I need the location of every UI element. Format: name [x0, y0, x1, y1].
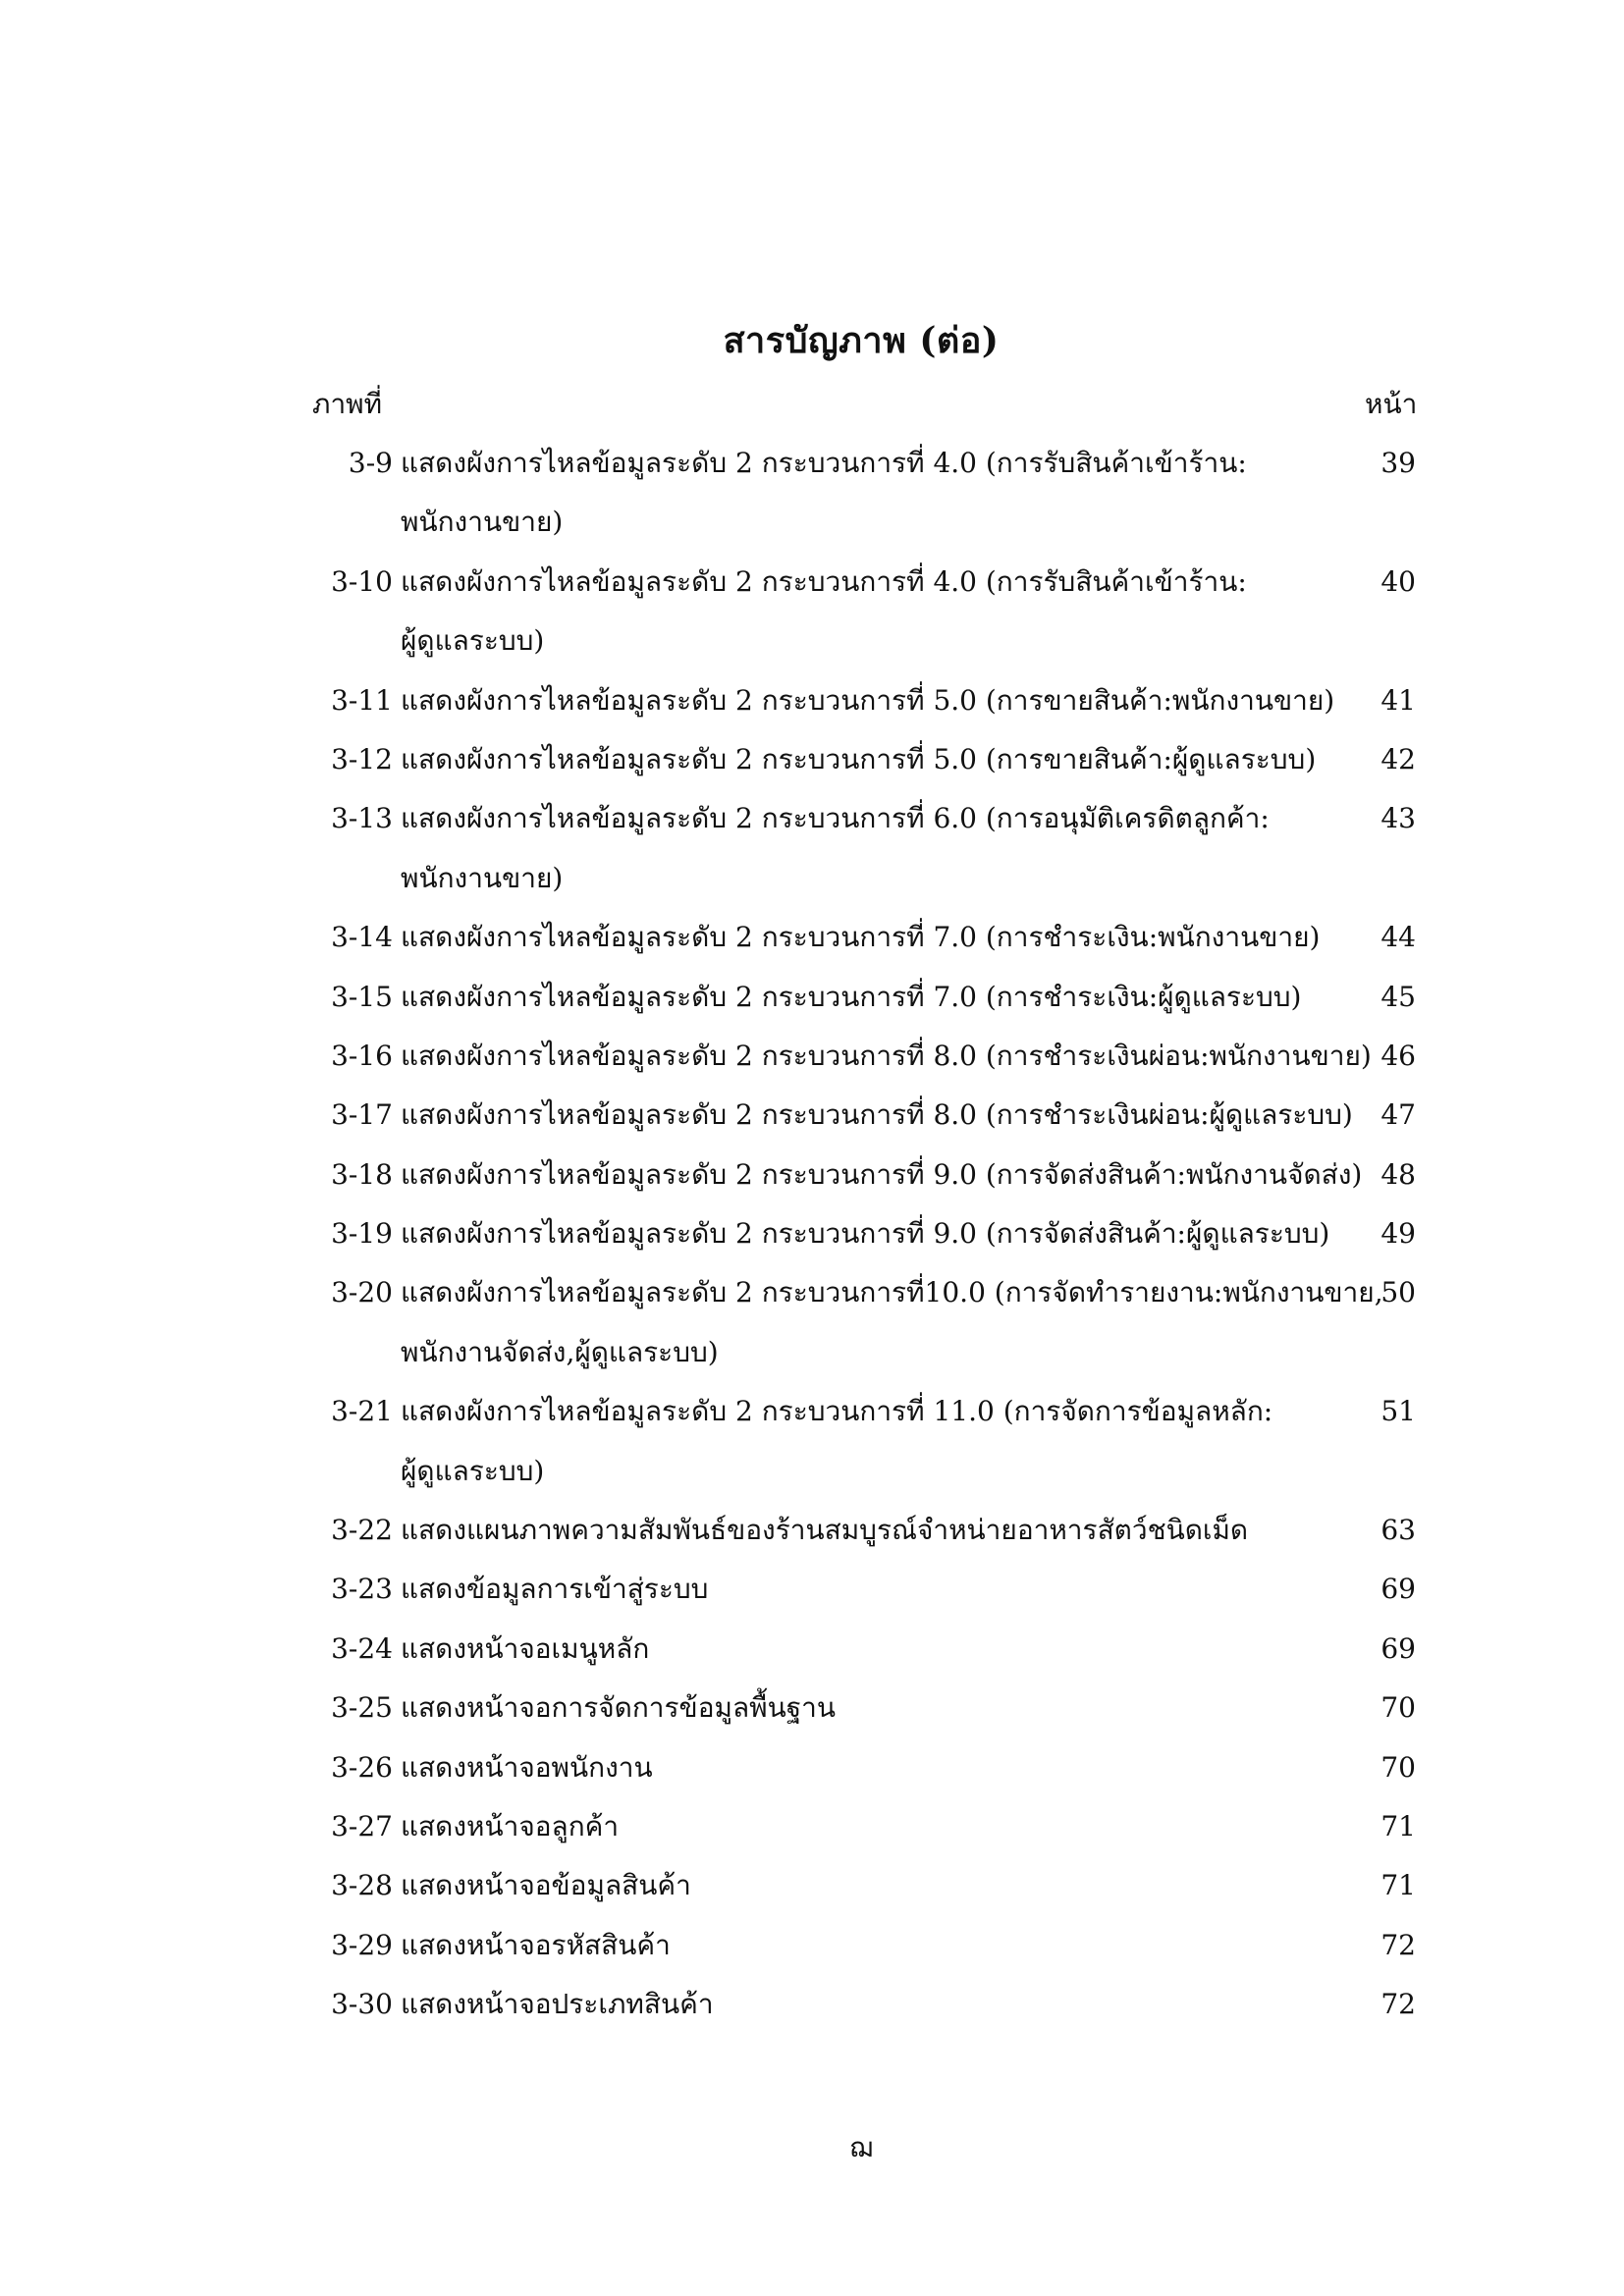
entry-line [0, 1505, 1624, 1564]
figure-page-number: 47 [1380, 1098, 1416, 1132]
figure-number: 3-16 [331, 1039, 393, 1072]
figure-caption: แสดงผังการไหลข้อมูลระดับ 2 กระบวนการที่ 5.0 (การขายสินค้า:ผู้ดูแลระบบ) [401, 742, 1317, 775]
entry-line [0, 1386, 1624, 1445]
figure-number: 3-21 [331, 1395, 393, 1428]
entry-line [0, 1564, 1624, 1623]
figure-page-number: 69 [1380, 1573, 1416, 1606]
figure-caption: พนักงานขาย) [401, 506, 564, 539]
entry-line [0, 912, 1624, 971]
entry-line [0, 1031, 1624, 1090]
figure-caption: แสดงหน้าจอประเภทสินค้า [401, 1988, 714, 2021]
figure-number: 3-30 [331, 1988, 393, 2021]
figure-entry [0, 1031, 1624, 1090]
figure-page-number: 43 [1380, 802, 1416, 835]
figure-caption: แสดงผังการไหลข้อมูลระดับ 2 กระบวนการที่ 11.0 (การจัดการข้อมูลหลัก: [401, 1395, 1273, 1428]
figure-entry [0, 793, 1624, 912]
figure-number: 3-9 [348, 447, 393, 479]
figure-page-number: 71 [1380, 1869, 1416, 1902]
figure-page-number: 42 [1380, 742, 1416, 775]
figure-entry [0, 972, 1624, 1031]
figure-caption: แสดงผังการไหลข้อมูลระดับ 2 กระบวนการที่ 9.0 (การจัดส่งสินค้า:พนักงานจัดส่ง) [401, 1157, 1363, 1191]
entry-line [0, 1208, 1624, 1267]
figure-caption: แสดงหน้าจอพนักงาน [401, 1750, 653, 1784]
entry-continuation-line [0, 1446, 1624, 1505]
figure-page-number: 69 [1380, 1631, 1416, 1665]
entry-continuation-line [0, 1327, 1624, 1386]
figure-page-number: 70 [1380, 1750, 1416, 1784]
figure-entry [0, 1208, 1624, 1267]
figure-caption: พนักงานจัดส่ง,ผู้ดูแลระบบ) [401, 1335, 719, 1368]
figure-number: 3-22 [331, 1514, 393, 1547]
figure-entry [0, 1682, 1624, 1741]
entry-line [0, 1267, 1624, 1326]
figure-number: 3-26 [331, 1750, 393, 1784]
figure-page-number: 51 [1380, 1395, 1416, 1428]
figure-page-number: 45 [1380, 980, 1416, 1013]
figure-list [0, 438, 1624, 2039]
figure-caption: แสดงแผนภาพความสัมพันธ์ของร้านสมบูรณ์จำหน่ายอาหารสัตว์ชนิดเม็ด [401, 1514, 1249, 1547]
entry-line [0, 1742, 1624, 1801]
page-footer-number: ฌ [849, 2131, 873, 2163]
figure-number-header: ภาพที่ [312, 388, 383, 420]
figure-page-number: 39 [1380, 447, 1416, 479]
figure-number: 3-10 [331, 564, 393, 598]
figure-caption: แสดงผังการไหลข้อมูลระดับ 2 กระบวนการที่ 7.0 (การชำระเงิน:ผู้ดูแลระบบ) [401, 980, 1302, 1013]
figure-entry [0, 1149, 1624, 1208]
figure-number: 3-15 [331, 980, 393, 1013]
figure-number: 3-13 [331, 802, 393, 835]
figure-entry [0, 1860, 1624, 1919]
figure-number: 3-17 [331, 1098, 393, 1132]
entry-line [0, 1149, 1624, 1208]
figure-page-number: 70 [1380, 1691, 1416, 1725]
figure-caption: ผู้ดูแลระบบ) [401, 624, 545, 658]
figure-number: 3-27 [331, 1809, 393, 1842]
figure-page-number: 49 [1380, 1217, 1416, 1251]
figure-caption: แสดงผังการไหลข้อมูลระดับ 2 กระบวนการที่ 6.0 (การอนุมัติเครดิตลูกค้า: [401, 802, 1270, 835]
entry-continuation-line [0, 615, 1624, 674]
figure-number: 3-12 [331, 742, 393, 775]
entry-line [0, 1090, 1624, 1148]
entry-continuation-line [0, 497, 1624, 556]
figure-entry [0, 1386, 1624, 1505]
figure-entry [0, 734, 1624, 793]
figure-caption: แสดงผังการไหลข้อมูลระดับ 2 กระบวนการที่ 4.0 (การรับสินค้าเข้าร้าน: [401, 447, 1247, 479]
figure-page-number: 48 [1380, 1157, 1416, 1191]
figure-page-number: 50 [1380, 1276, 1416, 1309]
figure-caption: แสดงหน้าจอรหัสสินค้า [401, 1928, 671, 1961]
entry-line [0, 1801, 1624, 1860]
entry-line [0, 1860, 1624, 1919]
figure-entry [0, 438, 1624, 557]
figure-caption: ผู้ดูแลระบบ) [401, 1454, 545, 1487]
figure-page-number: 72 [1380, 1928, 1416, 1961]
figure-caption: แสดงผังการไหลข้อมูลระดับ 2 กระบวนการที่ 8.0 (การชำระเงินผ่อน:พนักงานขาย) [401, 1039, 1372, 1072]
figure-caption: แสดงผังการไหลข้อมูลระดับ 2 กระบวนการที่ 7.0 (การชำระเงิน:พนักงานขาย) [401, 921, 1321, 954]
figure-number: 3-23 [331, 1573, 393, 1606]
figure-caption: แสดงผังการไหลข้อมูลระดับ 2 กระบวนการที่ 8.0 (การชำระเงินผ่อน:ผู้ดูแลระบบ) [401, 1098, 1353, 1132]
entry-line [0, 1979, 1624, 2038]
figure-page-number: 71 [1380, 1809, 1416, 1842]
figure-number: 3-28 [331, 1869, 393, 1902]
figure-caption: แสดงหน้าจอเมนูหลัก [401, 1631, 650, 1665]
figure-number: 3-14 [331, 921, 393, 954]
page-number-header: หน้า [1365, 388, 1418, 420]
figure-caption: แสดงผังการไหลข้อมูลระดับ 2 กระบวนการที่ 9.0 (การจัดส่งสินค้า:ผู้ดูแลระบบ) [401, 1217, 1330, 1251]
figure-number: 3-18 [331, 1157, 393, 1191]
entry-line [0, 1624, 1624, 1682]
entry-line [0, 1682, 1624, 1741]
figure-entry [0, 1564, 1624, 1623]
figure-number: 3-29 [331, 1928, 393, 1961]
figure-entry [0, 1267, 1624, 1386]
figure-page-number: 40 [1380, 564, 1416, 598]
figure-number: 3-11 [331, 683, 393, 717]
entry-line [0, 1920, 1624, 1979]
figure-caption: แสดงหน้าจอข้อมูลสินค้า [401, 1869, 691, 1902]
figure-entry [0, 557, 1624, 675]
page-title: สารบัญภาพ (ต่อ) [723, 320, 1000, 361]
figure-entry [0, 912, 1624, 971]
figure-caption: แสดงผังการไหลข้อมูลระดับ 2 กระบวนการที่ 5.0 (การขายสินค้า:พนักงานขาย) [401, 683, 1335, 717]
entry-line [0, 557, 1624, 615]
figure-caption: แสดงผังการไหลข้อมูลระดับ 2 กระบวนการที่10.0 (การจัดทำรายงาน:พนักงานขาย, [401, 1276, 1383, 1309]
figure-number: 3-24 [331, 1631, 393, 1665]
figure-entry [0, 675, 1624, 734]
entry-line [0, 734, 1624, 793]
figure-caption: พนักงานขาย) [401, 861, 564, 894]
figure-caption: แสดงข้อมูลการเข้าสู่ระบบ [401, 1573, 709, 1606]
figure-entry [0, 1624, 1624, 1682]
figure-page-number: 44 [1380, 921, 1416, 954]
entry-continuation-line [0, 853, 1624, 912]
figure-caption: แสดงผังการไหลข้อมูลระดับ 2 กระบวนการที่ 4.0 (การรับสินค้าเข้าร้าน: [401, 564, 1247, 598]
entry-line [0, 793, 1624, 852]
entry-line [0, 972, 1624, 1031]
figure-entry [0, 1801, 1624, 1860]
figure-number: 3-19 [331, 1217, 393, 1251]
entry-line [0, 675, 1624, 734]
figure-entry [0, 1979, 1624, 2038]
figure-page-number: 72 [1380, 1988, 1416, 2021]
figure-entry [0, 1090, 1624, 1148]
figure-number: 3-20 [331, 1276, 393, 1309]
figure-entry [0, 1742, 1624, 1801]
entry-line [0, 438, 1624, 497]
figure-page-number: 41 [1380, 683, 1416, 717]
figure-entry [0, 1920, 1624, 1979]
figure-page-number: 46 [1380, 1039, 1416, 1072]
figure-entry [0, 1505, 1624, 1564]
figure-caption: แสดงหน้าจอการจัดการข้อมูลพื้นฐาน [401, 1691, 837, 1725]
figure-number: 3-25 [331, 1691, 393, 1725]
figure-caption: แสดงหน้าจอลูกค้า [401, 1809, 620, 1842]
figure-page-number: 63 [1380, 1514, 1416, 1547]
